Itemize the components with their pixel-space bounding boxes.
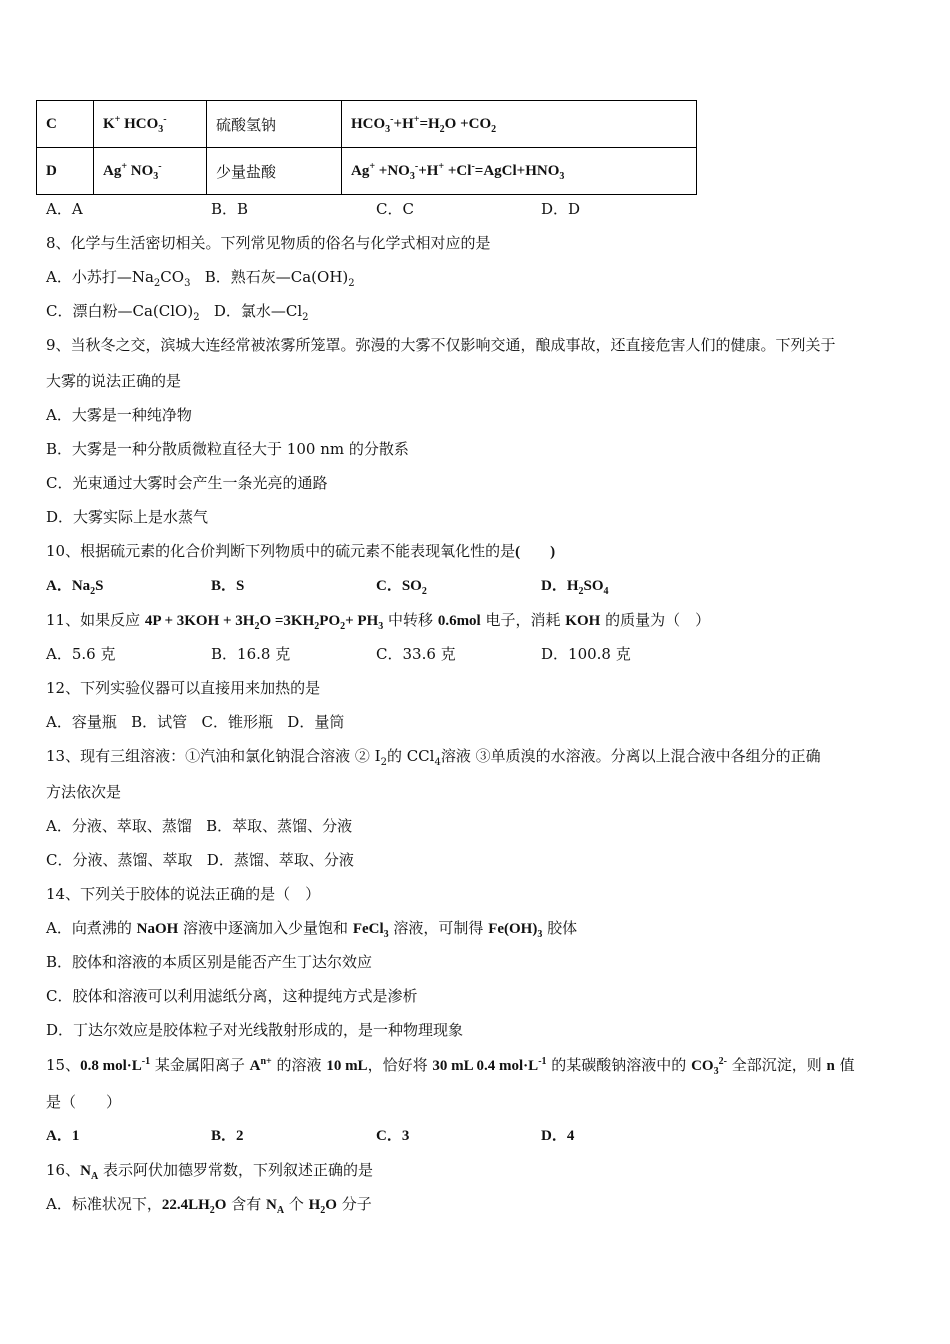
q14-option-b: B．胶体和溶液的本质区别是能否产生丁达尔效应	[46, 953, 373, 971]
option: A．$Na_2S$	[46, 578, 104, 597]
q14-option-a: A．向煮沸的 NaOH 溶液中逐滴加入少量饱和 FeCl$_3$ 溶液，可制得 $Fe(OH)_3$ 胶体	[46, 919, 578, 940]
q13-options-row1	[46, 816, 352, 836]
q9-stem-line1: 9、当秋冬之交，滨城大连经常被浓雾所笼罩。弥漫的大雾不仅影响交通，酿成事故，还直接危害人们的健康。下列关于	[46, 336, 836, 354]
q9-option-c: C．光束通过大雾时会产生一条光亮的通路	[46, 474, 328, 492]
q9-option-a: A．大雾是一种纯净物	[46, 406, 192, 424]
q7-options	[46, 199, 706, 219]
ion-equation-table	[36, 100, 697, 195]
option: A．分液、萃取、蒸馏	[46, 817, 192, 835]
equation-cell: $Ag^+ +NO_3^-+H^+$ $+Cl^-=AgCl+HNO_3$	[342, 148, 697, 195]
option: A．A	[46, 200, 83, 218]
option: B．S	[211, 578, 245, 594]
reagent-cell: 少量盐酸	[207, 148, 342, 195]
q9-stem-line2: 大雾的说法正确的是	[46, 372, 182, 390]
option: A．容量瓶	[46, 713, 117, 731]
option: C．锥形瓶	[201, 713, 273, 731]
q10-stem: 10、根据硫元素的化合价判断下列物质中的硫元素不能表现氧化性的是( )	[46, 542, 556, 560]
option: C．C	[376, 200, 414, 218]
option: A．1	[46, 1128, 80, 1144]
option: B．16.8 克	[211, 645, 291, 663]
option: C．33.6 克	[376, 645, 456, 663]
q16-option-a: A．标准状况下，$22.4LH_2O$ 含有 $N_A$ 个 $H_2O$ 分子	[46, 1195, 372, 1216]
reagent-cell: 硫酸氢钠	[207, 101, 342, 148]
q10-options	[46, 576, 706, 596]
q14-option-d: D．丁达尔效应是胶体粒子对光线散射形成的，是一种物理现象	[46, 1021, 464, 1039]
option: B．萃取、蒸馏、分液	[206, 817, 353, 835]
ions-cell: Ag+ $NO_3^-$	[94, 148, 207, 195]
q15-stem-line1: 15、0.8 $mol\cdot L^{-1}$ 某金属阳离子 $A^{n+}$ 的溶液 10 mL，恰好将 30 mL 0.4 $mol\cdot L^{-1}$ 的某碳酸钠溶液中的 $CO_3^{2-}$ 全部沉淀，则 n 值	[46, 1056, 855, 1077]
table-row	[37, 101, 697, 148]
row-label: D	[37, 148, 94, 195]
option: D．量筒	[287, 713, 345, 731]
option: D．蒸馏、萃取、分液	[206, 851, 354, 869]
option: D．4	[541, 1128, 575, 1144]
option: A．5.6 克	[46, 645, 116, 663]
q11-stem: 11、如果反应 $4P + 3KOH + 3H_2O =3KH_2PO_2+ PH_3$ 中转移 0.6mol 电子，消耗 KOH 的质量为（ ）	[46, 611, 711, 632]
q15-stem-line2: 是（ ）	[46, 1093, 122, 1111]
option: D．100.8 克	[541, 645, 631, 663]
q12-options	[46, 712, 344, 732]
ions-cell: K+ $HCO_3^-$	[94, 101, 207, 148]
option: B．试管	[131, 713, 188, 731]
q14-option-c: C．胶体和溶液可以利用滤纸分离，这种提纯方式是渗析	[46, 987, 418, 1005]
q13-options-row2	[46, 850, 354, 870]
q14-stem: 14、下列关于胶体的说法正确的是（ ）	[46, 885, 321, 903]
option: D．D	[541, 200, 581, 218]
q16-stem: 16、$N_A$ 表示阿伏加德罗常数，下列叙述正确的是	[46, 1161, 373, 1182]
q9-option-b: B．大雾是一种分散质微粒直径大于 100 nm 的分散系	[46, 440, 409, 458]
option: D．$H_2SO_4$	[541, 578, 609, 597]
option: C．3	[376, 1128, 410, 1144]
q8-options-row1: A．小苏打$—Na_2CO_3$ B．熟石灰$—Ca(OH)_2$	[46, 268, 355, 289]
q8-options-row2: C．漂白粉$—Ca(ClO)_2$ D．氯水$—Cl_2$	[46, 302, 309, 323]
q15-options	[46, 1126, 706, 1146]
equation-cell: $HCO_3^-+H^+=H_2O +CO_2$	[342, 101, 697, 148]
row-label: C	[37, 101, 94, 148]
option: B．B	[211, 200, 249, 218]
q8-stem: 8、化学与生活密切相关。下列常见物质的俗名与化学式相对应的是	[46, 234, 491, 252]
q9-option-d: D．大雾实际上是水蒸气	[46, 508, 209, 526]
option: C．$SO_2$	[376, 578, 427, 597]
option: C．分液、蒸馏、萃取	[46, 851, 193, 869]
q12-stem: 12、下列实验仪器可以直接用来加热的是	[46, 679, 321, 697]
table-row	[37, 148, 697, 195]
option: B．2	[211, 1128, 244, 1144]
q13-stem-line1: 13、现有三组溶液：①汽油和氯化钠混合溶液 ② $I_2$的 CCl$_4$溶液 ③单质溴的水溶液。分离以上混合液中各组分的正确	[46, 747, 821, 768]
q11-options	[46, 644, 706, 664]
q13-stem-line2: 方法依次是	[46, 783, 122, 801]
